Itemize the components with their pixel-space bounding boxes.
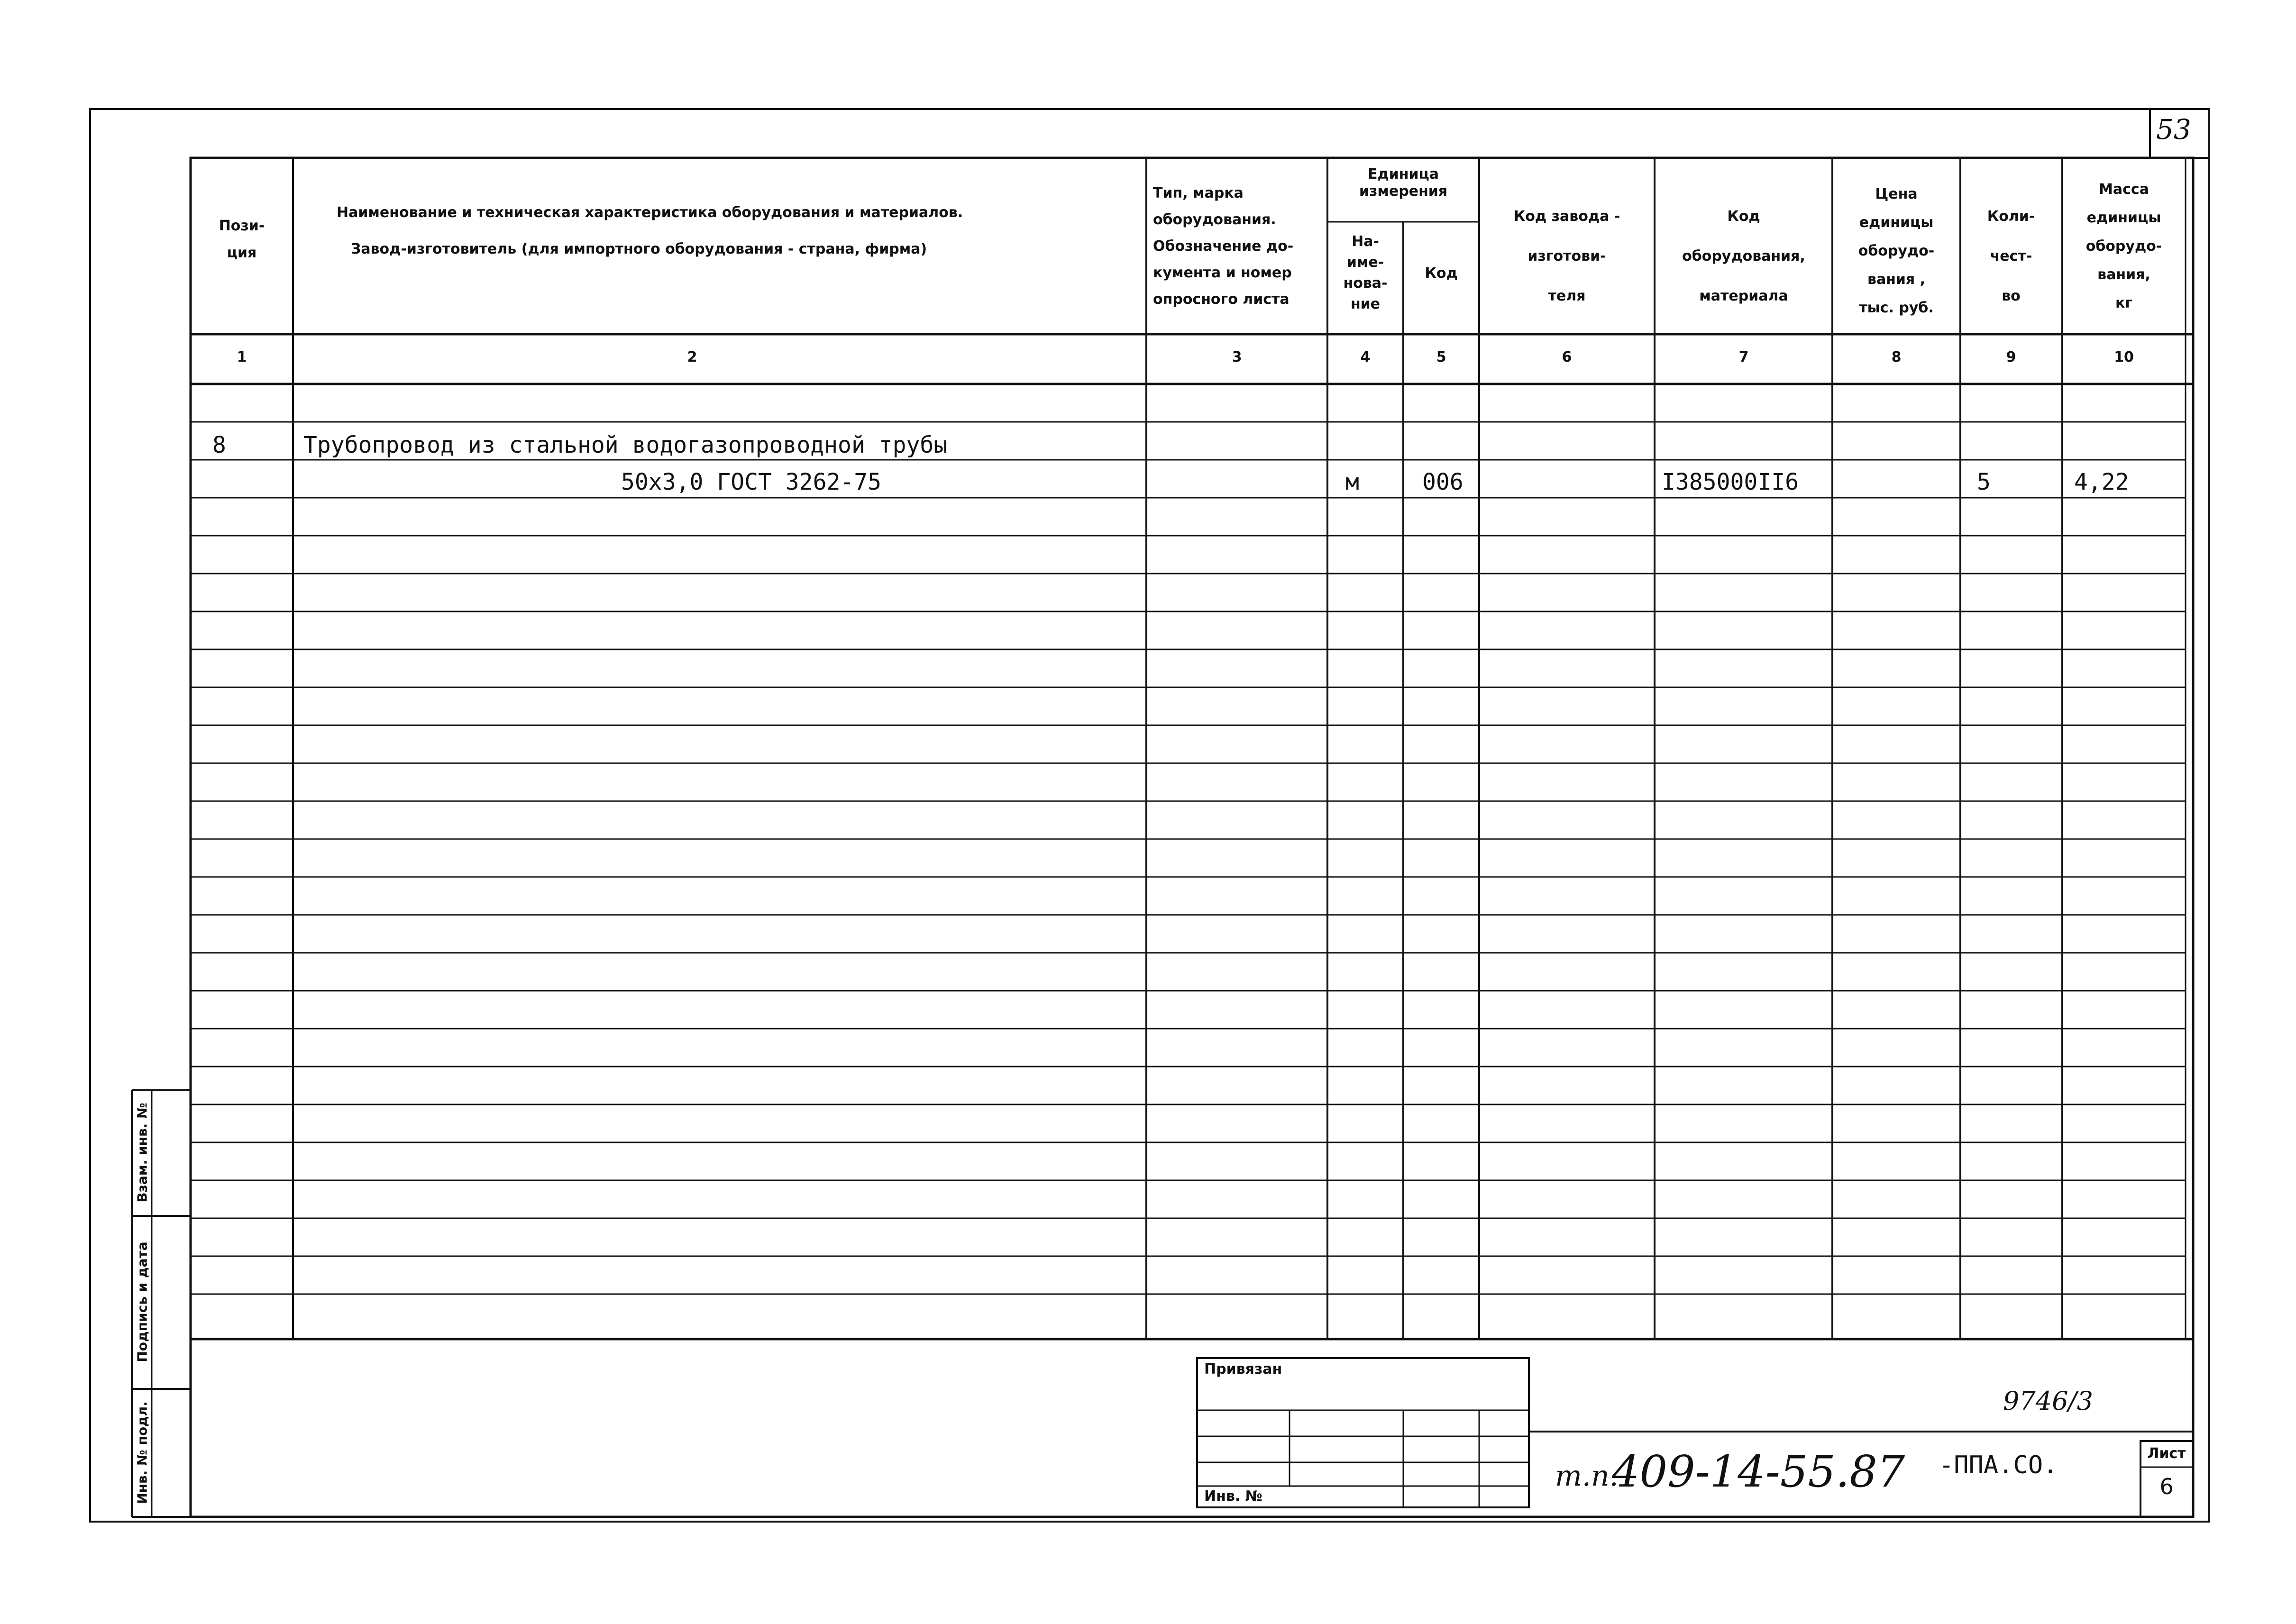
header-equipment-code: Код оборудования, материала	[1682, 208, 1805, 304]
column-number: 4	[1360, 349, 1371, 365]
column-number: 7	[1738, 349, 1749, 365]
column-number: 9	[2006, 349, 2016, 365]
column-number: 1	[237, 349, 247, 365]
designation-number: 409-14-55.87	[1612, 1446, 1905, 1497]
side-label-replace-inv: Взам. инв. №	[134, 1103, 150, 1203]
column-number: 3	[1232, 349, 1242, 365]
row-mass: 4,22	[2074, 469, 2129, 495]
row-quantity: 5	[1977, 469, 1991, 495]
header-type: Тип, марка оборудования. Обозначение до- кумента и номер опросного листа	[1153, 185, 1294, 308]
header-mass: Масса единицы оборудо- вания, кг	[2086, 181, 2162, 311]
row-equipment-code: I385000II6	[1662, 469, 1799, 495]
attached-label: Привязан	[1204, 1361, 1282, 1378]
row-name: 50x3,0 ГОСТ 3262-75	[621, 469, 882, 495]
handwritten-number: 9746/3	[2003, 1386, 2093, 1416]
side-label-signature-date: Подпись и дата	[134, 1241, 150, 1362]
header-unit-name: На- име- нова- ние	[1343, 233, 1388, 312]
side-label-original-inv: Инв. № подл.	[134, 1401, 150, 1504]
header-quantity: Коли- чест- во	[1987, 208, 2035, 304]
header-manufacturer-code: Код завода - изготови- теля	[1513, 208, 1620, 304]
row-unit-code: 006	[1422, 469, 1464, 495]
row-unit: м	[1345, 469, 1359, 495]
row-position: 8	[212, 432, 226, 458]
row-name: Трубопровод из стальной водогазопроводной трубы	[303, 432, 948, 458]
designation-prefix: т.п.	[1555, 1460, 1619, 1493]
column-number: 2	[687, 349, 697, 365]
sheet-number: 6	[2159, 1474, 2174, 1499]
header-unit-group: Единица измерения	[1359, 166, 1448, 200]
sheet-label: Лист	[2147, 1445, 2186, 1462]
column-number: 5	[1436, 349, 1446, 365]
column-number: 10	[2114, 349, 2134, 365]
designation-suffix: -ППА.СО.	[1939, 1451, 2058, 1479]
inv-label: Инв. №	[1204, 1488, 1262, 1505]
header-unit-code: Код	[1425, 265, 1458, 282]
header-name: Наименование и техническая характеристика оборудования и материалов. Завод-изготовитель (для импортного оборудования - страна, фирма)	[337, 204, 963, 257]
column-number: 8	[1891, 349, 1902, 365]
column-number: 6	[1562, 349, 1572, 365]
page-number: 53	[2156, 113, 2191, 146]
header-price: Цена единицы оборудо- вания , тыс. руб.	[1858, 186, 1935, 316]
header-position: Пози- ция	[219, 218, 265, 261]
